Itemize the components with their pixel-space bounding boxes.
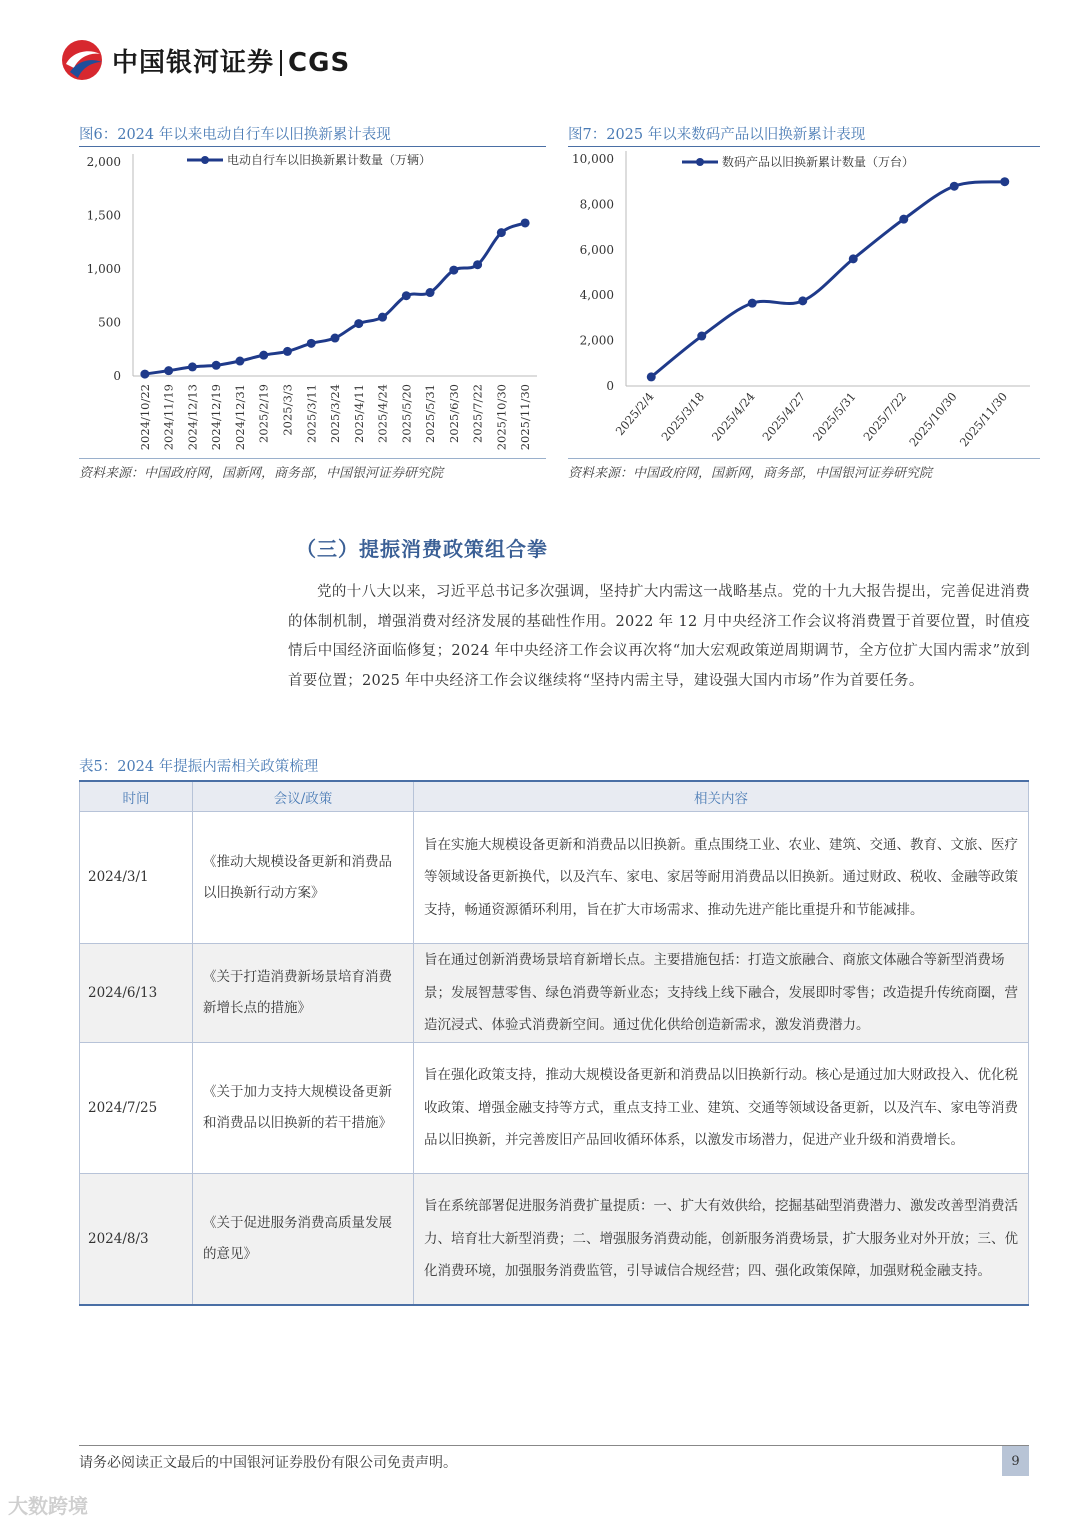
- data-point: [647, 372, 656, 381]
- paragraph-text: 党的十八大以来，习近平总书记多次强调，坚持扩大内需这一战略基点。党的十九大报告提出，完善促进消费的体制机制，增强消费对经济发展的基础性作用。2022 年 12 月中央经济工作会议将消费置于首要位置，时值疫情后中国经济面临修复；2024 年中央经济工作会议再次将“加大宏观政策逆周期调节，全方位扩大国内需求”放到首要位置；2025 年中央经济工作会议继续将“坚持内需主导，建设强大国内市场”作为首要任务。: [288, 584, 1030, 689]
- table-title: 表5：2024 年提振内需相关政策梳理: [79, 759, 319, 775]
- x-tick-label: 2025/2/4: [612, 389, 657, 439]
- logo-icon: [60, 38, 104, 82]
- chart-ebike: [79, 148, 546, 458]
- legend-label: 数码产品以旧换新累计数量（万台）: [722, 155, 915, 169]
- x-tick-label: 2025/4/24: [375, 384, 390, 443]
- data-point: [748, 299, 757, 308]
- data-point: [331, 334, 340, 343]
- x-tick-label: 2025/11/30: [956, 389, 1011, 450]
- data-point: [449, 266, 458, 275]
- row-date: 2024/7/25: [80, 1043, 193, 1174]
- x-tick-label: 2025/4/24: [709, 389, 758, 444]
- data-point: [307, 339, 316, 348]
- table-row: [80, 944, 1029, 1043]
- watermark: 大数跨境: [8, 1494, 88, 1518]
- data-point: [378, 313, 387, 322]
- data-point: [697, 332, 706, 341]
- x-tick-label: 2025/7/22: [860, 389, 910, 444]
- footer-disclaimer: 请务必阅读正文最后的中国银河证券股份有限公司免责声明。: [79, 1455, 457, 1471]
- table-row: [80, 1043, 1029, 1174]
- brand-name: 中国银河证券: [112, 47, 275, 78]
- fig7-title: 图7：2025 年以来数码产品以旧换新累计表现: [568, 127, 866, 143]
- data-point: [235, 357, 244, 366]
- data-point: [402, 291, 411, 300]
- data-point: [849, 254, 858, 263]
- data-point: [899, 215, 908, 224]
- y-tick-label: 2,000: [86, 155, 121, 169]
- row-content: 旨在系统部署促进服务消费扩量提质：一、扩大有效供给，挖掘基础型消费潜力、激发改善型消费活力、培育壮大新型消费；二、增强服务消费动能，创新服务消费场景，扩大服务业对外开放；三、优化消费环境，加强服务消费监管，引导诚信合规经营；四、强化政策保障，加强财税金融支持。: [414, 1174, 1029, 1305]
- x-tick-label: 2025/4/27: [759, 389, 809, 444]
- y-tick-label: 500: [98, 315, 121, 330]
- x-tick-label: 2025/5/20: [399, 384, 414, 443]
- x-tick-label: 2025/3/18: [658, 389, 708, 444]
- data-point: [212, 361, 221, 370]
- x-tick-label: 2025/11/30: [518, 384, 533, 451]
- y-tick-label: 1,000: [86, 262, 121, 276]
- row-content: 旨在实施大规模设备更新和消费品以旧换新。重点围绕工业、农业、建筑、交通、教育、文旅、医疗等领域设备更新换代，以及汽车、家电、家居等耐用消费品以旧换新。通过财政、税收、金融等政策支持，畅通资源循环利用，旨在扩大市场需求、推动先进产能比重提升和节能减排。: [414, 812, 1029, 944]
- row-date: 2024/8/3: [80, 1174, 193, 1305]
- section-paragraph: [288, 578, 1030, 696]
- series-line: [651, 182, 1005, 377]
- x-tick-label: 2025/5/31: [810, 389, 859, 444]
- brand-short: CGS: [288, 47, 351, 78]
- data-point: [497, 228, 506, 237]
- x-tick-label: 2025/10/30: [494, 384, 509, 451]
- y-tick-label: 0: [113, 369, 121, 383]
- x-tick-label: 2024/12/19: [209, 384, 224, 451]
- section-title: （三）提振消费政策组合拳: [296, 537, 548, 561]
- x-tick-label: 2025/4/11: [351, 384, 366, 443]
- data-point: [1000, 177, 1009, 186]
- policy-table: [79, 780, 1029, 1306]
- data-point: [798, 296, 807, 305]
- data-point: [473, 260, 482, 269]
- row-policy: 《推动大规模设备更新和消费品以旧换新行动方案》: [193, 812, 414, 944]
- row-content: 旨在通过创新消费场景培育新增长点。主要措施包括：打造文旅融合、商旅文体融合等新型消费场景；发展智慧零售、绿色消费等新业态；支持线上线下融合，发展即时零售；改造提升传统商圈，营造沉浸式、体验式消费新空间。通过优化供给创造新需求，激发消费潜力。: [414, 944, 1029, 1043]
- legend-marker: [696, 158, 704, 166]
- y-tick-label: 0: [606, 379, 614, 393]
- col-header-policy: 会议/政策: [193, 781, 414, 812]
- brand-logo: [60, 38, 350, 82]
- data-point: [259, 351, 268, 360]
- x-tick-label: 2024/12/31: [232, 384, 247, 451]
- table-row: [80, 1174, 1029, 1305]
- col-header-date: 时间: [80, 781, 193, 812]
- x-tick-label: 2024/12/13: [185, 384, 200, 451]
- data-point: [188, 362, 197, 371]
- table-row: [80, 812, 1029, 944]
- page-number: 9: [1002, 1446, 1029, 1476]
- row-content: 旨在强化政策支持，推动大规模设备更新和消费品以旧换新行动。核心是通过加大财政投入、优化税收政策、增强金融支持等方式，重点支持工业、建筑、交通等领域设备更新，以及汽车、家电等消费品以旧换新，并完善废旧产品回收循环体系，以激发市场潜力，促进产业升级和消费增长。: [414, 1043, 1029, 1174]
- row-date: 2024/6/13: [80, 944, 193, 1043]
- row-policy: 《关于促进服务消费高质量发展的意见》: [193, 1174, 414, 1305]
- row-date: 2024/3/1: [80, 812, 193, 944]
- y-tick-label: 6,000: [579, 242, 614, 257]
- chart-digital: [568, 148, 1040, 458]
- data-point: [426, 288, 435, 297]
- series-line: [145, 223, 525, 374]
- x-tick-label: 2025/7/22: [470, 384, 485, 443]
- fig6-source: 资料来源：中国政府网，国新网，商务部，中国银河证券研究院: [79, 466, 444, 481]
- x-tick-label: 2025/3/24: [328, 384, 343, 443]
- x-tick-label: 2025/5/31: [423, 384, 438, 443]
- data-point: [140, 370, 149, 379]
- y-tick-label: 2,000: [579, 333, 614, 348]
- fig7-source: 资料来源：中国政府网，国新网，商务部，中国银河证券研究院: [568, 466, 933, 481]
- data-point: [164, 366, 173, 375]
- data-point: [283, 347, 292, 356]
- x-tick-label: 2025/6/30: [446, 384, 461, 443]
- y-tick-label: 1,500: [86, 208, 121, 223]
- x-tick-label: 2024/11/19: [161, 384, 176, 451]
- x-tick-label: 2025/3/3: [280, 384, 295, 436]
- x-tick-label: 2025/3/11: [304, 384, 319, 443]
- fig6-title: 图6：2024 年以来电动自行车以旧换新累计表现: [79, 127, 391, 143]
- x-tick-label: 2024/10/22: [137, 384, 152, 451]
- y-tick-label: 8,000: [579, 197, 614, 212]
- y-tick-label: 4,000: [579, 288, 614, 303]
- legend-label: 电动自行车以旧换新累计数量（万辆）: [227, 153, 432, 167]
- data-point: [521, 218, 530, 227]
- row-policy: 《关于加力支持大规模设备更新和消费品以旧换新的若干措施》: [193, 1043, 414, 1174]
- y-tick-label: 10,000: [572, 152, 614, 166]
- x-tick-label: 2025/2/19: [256, 384, 271, 443]
- data-point: [950, 182, 959, 191]
- col-header-content: 相关内容: [414, 781, 1029, 812]
- x-tick-label: 2025/10/30: [906, 389, 960, 450]
- legend-marker: [201, 156, 209, 164]
- row-policy: 《关于打造消费新场景培育消费新增长点的措施》: [193, 944, 414, 1043]
- data-point: [354, 319, 363, 328]
